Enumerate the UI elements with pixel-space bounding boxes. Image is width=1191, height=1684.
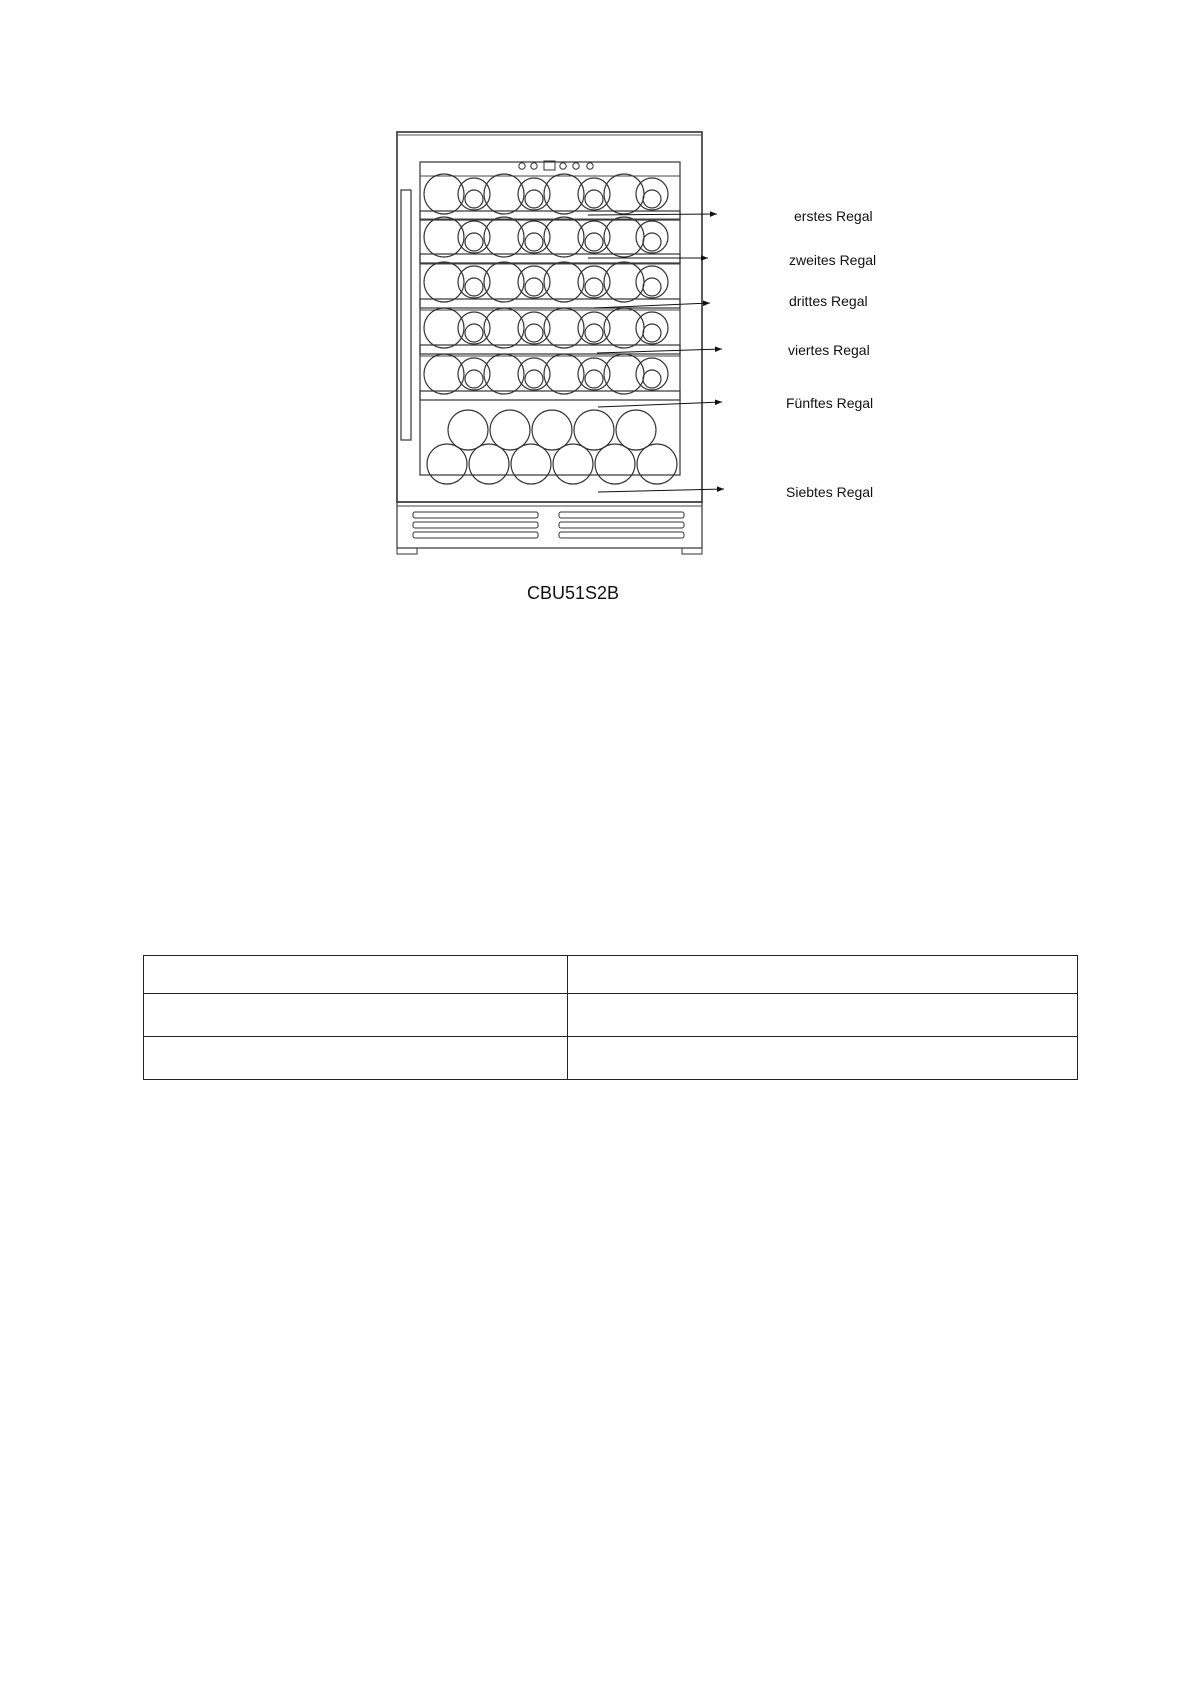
- bottle-neck-icon: [525, 233, 543, 251]
- leader-arrow: [594, 303, 710, 308]
- bottle-neck-icon: [585, 324, 603, 342]
- bottle-icon: [553, 444, 593, 484]
- shelf-label-2: zweites Regal: [789, 252, 877, 268]
- bottle-icon: [595, 444, 635, 484]
- bottle-icon: [578, 312, 610, 344]
- leader-arrow: [598, 489, 724, 492]
- bottle-neck-icon: [525, 324, 543, 342]
- shelf-front: [420, 345, 680, 354]
- bottle-neck-icon: [585, 370, 603, 388]
- bottle-icon: [578, 358, 610, 390]
- bottle-neck-icon: [643, 370, 661, 388]
- bottle-icon: [511, 444, 551, 484]
- spec-table: [143, 955, 1078, 1080]
- leader-arrow: [598, 402, 722, 407]
- bottle-icon: [518, 178, 550, 210]
- bottle-neck-icon: [525, 370, 543, 388]
- base-plinth: [397, 502, 702, 548]
- bottle-icon: [458, 221, 490, 253]
- bottle-icon: [458, 312, 490, 344]
- vent-slot: [413, 512, 538, 518]
- shelf-label-3: drittes Regal: [789, 293, 868, 309]
- leader-arrow: [588, 214, 717, 215]
- bottle-icon: [448, 410, 488, 450]
- control-button-icon: [560, 163, 566, 169]
- bottle-icon: [578, 266, 610, 298]
- vent-slot: [413, 532, 538, 538]
- control-button-icon: [573, 163, 579, 169]
- bottle-icon: [637, 444, 677, 484]
- cabinet-outline: [397, 132, 702, 502]
- bottle-neck-icon: [643, 233, 661, 251]
- bottle-icon: [518, 221, 550, 253]
- bottle-icon: [574, 410, 614, 450]
- foot-right: [682, 548, 702, 554]
- shelf-label-4: viertes Regal: [788, 342, 870, 358]
- bottle-icon: [458, 266, 490, 298]
- table-row: [144, 994, 1078, 1037]
- control-button-icon: [587, 163, 593, 169]
- vent-slot: [559, 532, 684, 538]
- bottle-neck-icon: [643, 324, 661, 342]
- bottle-neck-icon: [643, 190, 661, 208]
- bottle-icon: [518, 358, 550, 390]
- model-caption: CBU51S2B: [527, 583, 620, 603]
- table-cell: [568, 956, 1078, 994]
- bottle-neck-icon: [465, 190, 483, 208]
- bottle-icon: [636, 358, 668, 390]
- table-cell: [568, 1037, 1078, 1080]
- bottle-icon: [458, 178, 490, 210]
- bottle-icon: [578, 221, 610, 253]
- bottle-neck-icon: [525, 278, 543, 296]
- wine-fridge-drawing: [0, 0, 1191, 640]
- bottle-icon: [578, 178, 610, 210]
- bottle-icon: [458, 358, 490, 390]
- table-cell: [568, 994, 1078, 1037]
- shelf-label-5: Fünftes Regal: [786, 395, 874, 411]
- bottle-icon: [518, 266, 550, 298]
- vent-slot: [559, 512, 684, 518]
- bottle-neck-icon: [585, 190, 603, 208]
- control-button-icon: [531, 163, 537, 169]
- bottle-icon: [469, 444, 509, 484]
- shelf-front: [420, 391, 680, 400]
- bottle-neck-icon: [643, 278, 661, 296]
- bottle-icon: [636, 266, 668, 298]
- leader-arrow: [597, 349, 722, 353]
- bottle-icon: [636, 312, 668, 344]
- table-cell: [144, 994, 568, 1037]
- bottle-icon: [518, 312, 550, 344]
- table-cell: [144, 956, 568, 994]
- table-row: [144, 1037, 1078, 1080]
- table-cell: [144, 1037, 568, 1080]
- bottle-icon: [427, 444, 467, 484]
- bottle-icon: [616, 410, 656, 450]
- door-handle: [401, 190, 411, 440]
- bottle-neck-icon: [525, 190, 543, 208]
- shelf-front: [420, 299, 680, 308]
- foot-left: [397, 548, 417, 554]
- bottle-neck-icon: [465, 278, 483, 296]
- shelf-label-7: Siebtes Regal: [786, 484, 874, 500]
- bottle-icon: [490, 410, 530, 450]
- shelf-label-1: erstes Regal: [794, 208, 873, 224]
- control-button-icon: [519, 163, 525, 169]
- bottle-neck-icon: [465, 233, 483, 251]
- bottle-neck-icon: [585, 233, 603, 251]
- table-row: [144, 956, 1078, 994]
- bottle-neck-icon: [465, 324, 483, 342]
- bottle-icon: [532, 410, 572, 450]
- vent-slot: [559, 522, 684, 528]
- bottle-icon: [636, 178, 668, 210]
- bottle-icon: [636, 221, 668, 253]
- bottle-neck-icon: [465, 370, 483, 388]
- vent-slot: [413, 522, 538, 528]
- bottle-neck-icon: [585, 278, 603, 296]
